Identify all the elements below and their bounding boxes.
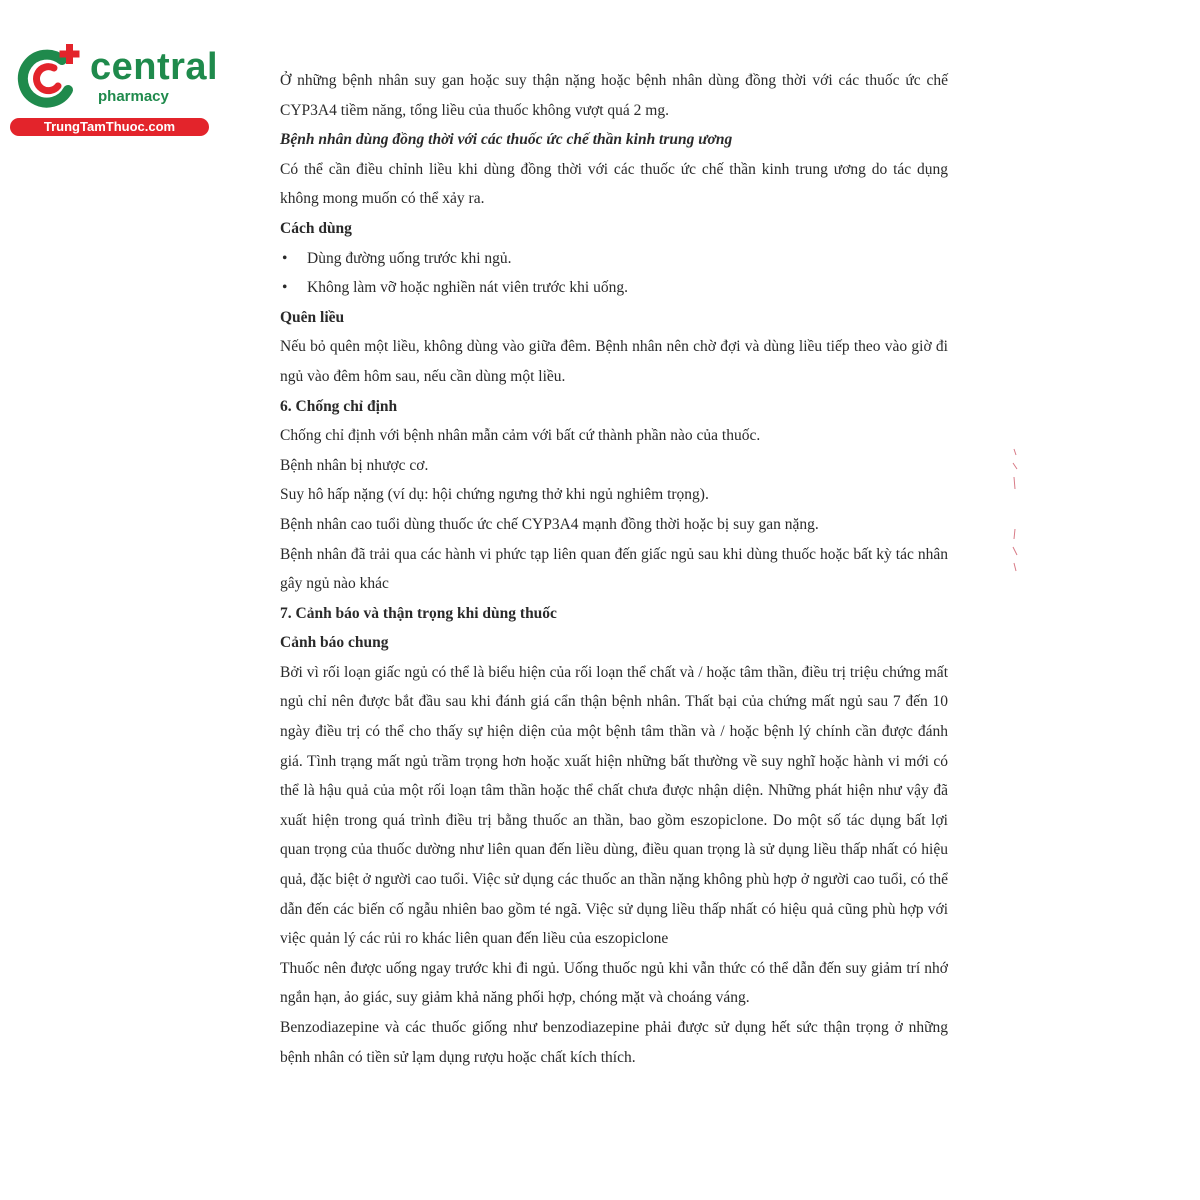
cns-heading: Bệnh nhân dùng đồng thời với các thuốc ức chế thần kinh trung ương: [280, 131, 733, 149]
usage-item: • Dùng đường uống trước khi ngủ.: [280, 244, 948, 274]
contraindication-item: Chống chỉ định với bệnh nhân mẫn cảm với bất cứ thành phần nào của thuốc.: [280, 427, 761, 445]
usage-heading: Cách dùng: [280, 219, 352, 237]
brand-subtitle: pharmacy: [98, 88, 169, 105]
contraindication-item: Bệnh nhân cao tuổi dùng thuốc ức chế CYP3A4 mạnh đồng thời hoặc bị suy gan nặng.: [280, 515, 819, 533]
cross-c-logo-icon: [10, 38, 90, 118]
pharmacy-logo[interactable]: [10, 38, 219, 138]
general-warning-paragraph: Bởi vì rối loạn giấc ngủ có thể là biểu hiện của rối loạn thể chất và / hoặc tâm thần, điều trị triệu chứng mất ngủ chỉ nên được bắt đầu sau khi đánh giá cẩn thận bệnh nhân. Thất bại của chứng mất ngủ sau 7 đến 10 ngày điều trị có thể cho thấy sự hiện diện của một bệnh tâm thần và / hoặc bệnh lý chính cần được đánh giá. Tình trạng mất ngủ trầm trọng hơn hoặc xuất hiện những bất thường về suy nghĩ hoặc hành vi mới có thể là hậu quả của một rối loạn tâm thần hoặc thể chất chưa được nhận diện. Những phát hiện như vậy đã xuất hiện trong quá trình điều trị bằng thuốc an thần, bao gồm eszopiclone. Do một số tác dụng bất lợi quan trọng của thuốc dường như liên quan đến liều dùng, điều quan trọng là sử dụng liều thấp nhất có hiệu quả, đặc biệt ở người cao tuổi. Việc sử dụng các thuốc an thần nặng không phù hợp ở người cao tuổi, có thể dẫn đến các biến cố ngẫu nhiên bao gồm té ngã. Việc sử dụng liều thấp nhất có hiệu quả cũng phù hợp với việc quản lý các rủi ro khác liên quan đến liều của eszopiclone: [280, 663, 948, 948]
brand-website[interactable]: TrungTamThuoc.com: [10, 118, 209, 136]
contraindication-item: Suy hô hấp nặng (ví dụ: hội chứng ngưng thở khi ngủ nghiêm trọng).: [280, 486, 709, 504]
warnings-heading: 7. Cảnh báo và thận trọng khi dùng thuốc: [280, 604, 557, 622]
dose-limit-paragraph: Ở những bệnh nhân suy gan hoặc suy thận nặng hoặc bệnh nhân dùng đồng thời với các thuốc ức chế CYP3A4 tiềm năng, tổng liều của thuốc không vượt quá 2 mg.: [280, 72, 948, 119]
benzodiazepine-paragraph: Benzodiazepine và các thuốc giống như benzodiazepine phải được sử dụng hết sức thận trọng ở những bệnh nhân có tiền sử lạm dụng rượu hoặc chất kích thích.: [280, 1019, 948, 1066]
contraindications-heading: 6. Chống chỉ định: [280, 397, 398, 415]
brand-name: central: [90, 46, 219, 88]
margin-mark: [1010, 445, 1020, 495]
margin-mark: [1010, 525, 1020, 575]
document-body: [280, 66, 948, 1072]
contraindication-item: Bệnh nhân đã trải qua các hành vi phức tạp liên quan đến giấc ngủ sau khi dùng thuốc hoặc bất kỳ tác nhân gây ngủ nào khác: [280, 545, 948, 593]
usage-item: • Không làm vỡ hoặc nghiền nát viên trước khi uống.: [280, 273, 948, 303]
general-warning-heading: Cảnh báo chung: [280, 634, 389, 652]
cns-paragraph: Có thể cần điều chỉnh liều khi dùng đồng thời với các thuốc ức chế thần kinh trung ương do tác dụng không mong muốn có thể xảy ra.: [280, 160, 948, 208]
missed-dose-paragraph: Nếu bỏ quên một liều, không dùng vào giữa đêm. Bệnh nhân nên chờ đợi và dùng liều tiếp theo vào giờ đi ngủ vào đêm hôm sau, nếu cần dùng một liều.: [280, 338, 948, 385]
bedtime-paragraph: Thuốc nên được uống ngay trước khi đi ngủ. Uống thuốc ngủ khi vẫn thức có thể dẫn đến suy giảm trí nhớ ngắn hạn, ảo giác, suy giảm khả năng phối hợp, chóng mặt và choáng váng.: [280, 959, 948, 1007]
missed-dose-heading: Quên liều: [280, 308, 345, 326]
contraindication-item: Bệnh nhân bị nhược cơ.: [280, 456, 429, 474]
